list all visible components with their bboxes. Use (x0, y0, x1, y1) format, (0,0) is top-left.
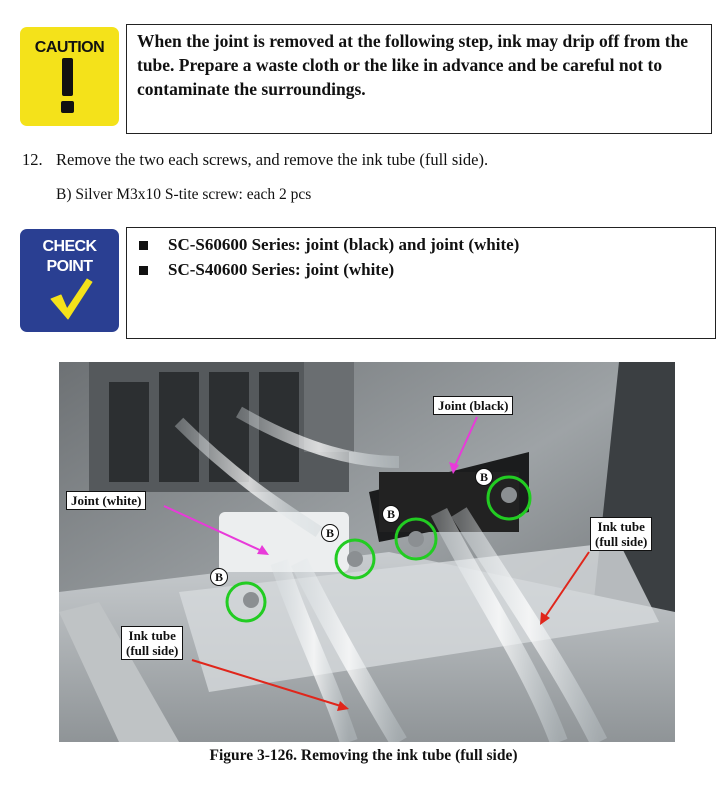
bullet-icon (139, 241, 148, 250)
step-instruction (22, 150, 488, 170)
exclamation-icon (62, 58, 73, 96)
checkpoint-box (126, 227, 716, 339)
screw-marker: B (382, 505, 400, 523)
screw-detail: B) Silver M3x10 S-tite screw: each 2 pcs (56, 186, 312, 203)
figure-illustration (59, 362, 675, 742)
exclamation-dot-icon (61, 101, 74, 113)
bullet-icon (139, 266, 148, 275)
label-ink-tube-left-line1: Ink tube (128, 628, 176, 643)
caution-message: When the joint is removed at the following step, ink may drip off from the tube. Prepare a waste cloth or the like in advance and be careful not to contaminate the surroundings. (126, 24, 712, 134)
checkmark-icon (45, 275, 95, 321)
checkpoint-badge (20, 229, 119, 332)
checkpoint-item (137, 257, 705, 282)
label-ink-tube-right (590, 517, 652, 551)
label-ink-tube-right-line1: Ink tube (597, 519, 645, 534)
figure-photo (59, 362, 675, 742)
label-ink-tube-right-line2: (full side) (595, 534, 648, 549)
checkpoint-item-text: SC-S40600 Series: joint (white) (168, 260, 395, 279)
step-number: 12. (22, 150, 43, 169)
checkpoint-item (137, 232, 705, 257)
screw-marker: B (321, 524, 339, 542)
label-ink-tube-left-line2: (full side) (126, 643, 179, 658)
label-ink-tube-left (121, 626, 183, 660)
label-joint-white: Joint (white) (66, 491, 146, 510)
screw-marker: B (475, 468, 493, 486)
caution-badge-label: CAUTION (34, 39, 105, 56)
screw-marker: B (210, 568, 228, 586)
checkpoint-item-text: SC-S60600 Series: joint (black) and joint (white) (168, 235, 520, 254)
label-joint-black: Joint (black) (433, 396, 513, 415)
checkpoint-badge-line1: CHECK (42, 238, 97, 255)
step-text: Remove the two each screws, and remove the ink tube (full side). (56, 150, 489, 169)
figure-caption: Figure 3-126. Removing the ink tube (full side) (209, 747, 518, 764)
checkpoint-badge-line2: POINT (46, 258, 93, 275)
